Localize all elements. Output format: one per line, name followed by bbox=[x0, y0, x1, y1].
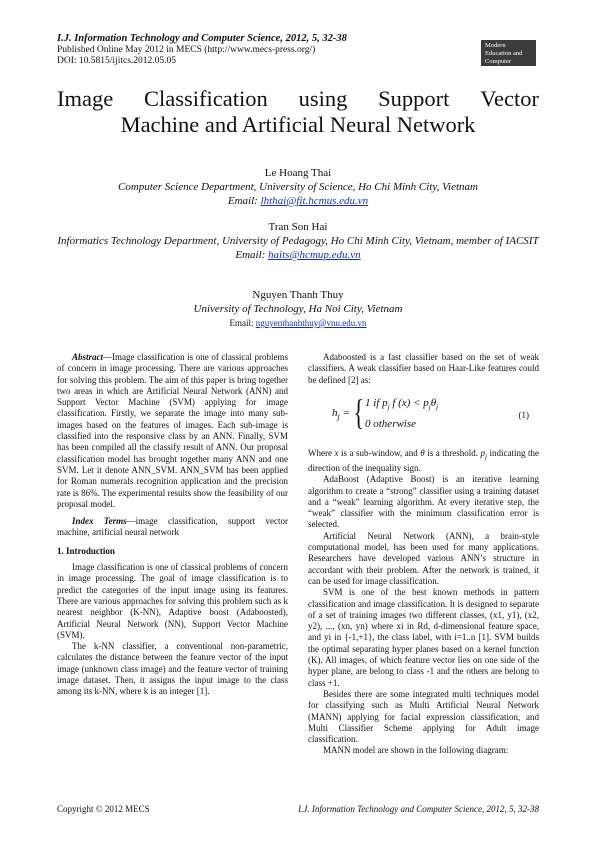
author-name: Le Hoang Thai bbox=[264, 167, 332, 179]
title-word: Classification bbox=[144, 86, 268, 111]
footer-copyright: Copyright © 2012 MECS bbox=[57, 804, 150, 814]
author-email-link[interactable]: haits@hcmup.edu.vn bbox=[268, 249, 361, 261]
ann-paragraph: Artificial Neural Network (ANN), a brain-style computational model, has been used for many applications. Researchers have developed various ANN’s structure in accordant with their problem. After the network is trained, it can be used for image classification. bbox=[308, 530, 539, 586]
paper-title bbox=[57, 86, 539, 138]
journal-line: I.J. Information Technology and Computer Science, 2012, 5, 32-38 bbox=[57, 33, 347, 44]
author-affiliation: University of Technology, Ha Noi City, Vietnam bbox=[193, 303, 403, 315]
abstract-label: Abstract bbox=[72, 352, 104, 362]
left-column bbox=[57, 352, 288, 698]
author-email-link[interactable]: nguyenthanhthuy@vnu.edu.vn bbox=[255, 318, 367, 328]
svm-paragraph: SVM is one of the best known methods in pattern classification and image classification. It is designed to separate of a set of training images two different classes, (x1, y1), (x2, y2), ..., (xn, yn) where xi in Rd, d-dimensional feature space, and yi in {-1,+1}, the class label, with i=1..n [1]. SVM builds the optimal separating hyper planes based on a kernel function (K). All images, of which feature vector lies on one side of the hyper plane, are belong to class -1 and the others are belong to class +1. bbox=[308, 587, 539, 688]
author-name: Nguyen Thanh Thuy bbox=[252, 289, 344, 301]
equation-brace: { bbox=[353, 391, 364, 432]
equation-number: (1) bbox=[518, 409, 529, 420]
author-block-3 bbox=[57, 288, 539, 330]
title-word: Image bbox=[57, 86, 114, 111]
index-terms-label: Index Terms bbox=[72, 516, 127, 527]
logo-press: PRESS bbox=[485, 74, 516, 84]
integrated-models-paragraph: Besides there are some integrated multi techniques model for classifying such as Multi Artificial Neural Network (MANN) applying for facial expression classification, and Multi Classifier Scheme applying for Adult image classification. bbox=[308, 688, 539, 745]
index-terms-text: —image classification, support vector machine, artificial neural network bbox=[57, 516, 288, 538]
logo-text: Modern Education and Computer Science bbox=[485, 42, 523, 73]
title-line-2: Machine and Artificial Neural Network bbox=[120, 112, 476, 137]
author-affiliation: Informatics Technology Department, University of Pedagogy, Ho Chi Minh City, Vietnam, member of IACSIT bbox=[57, 235, 539, 247]
journal-header bbox=[57, 33, 347, 68]
abstract bbox=[57, 352, 288, 510]
author-email-line bbox=[57, 194, 539, 208]
equation-case-1: 1 if $p_j$ f $(x) < p_j\theta_j$ bbox=[365, 396, 439, 412]
publisher-logo bbox=[481, 40, 536, 84]
author-email-link[interactable]: lhthai@fit.hcmus.edu.vn bbox=[260, 195, 369, 207]
published-line: Published Online May 2012 in MECS (http://www.mecs-press.org/) bbox=[57, 44, 316, 55]
author-affiliation: Computer Science Department, University of Science, Ho Chi Minh City, Vietnam bbox=[118, 181, 478, 193]
equation-1 bbox=[308, 392, 539, 442]
title-word: Support bbox=[378, 86, 450, 111]
author-block-1 bbox=[57, 166, 539, 208]
author-email-line bbox=[57, 316, 539, 330]
author-block-2 bbox=[57, 220, 539, 262]
adaboost-paragraph: Adaboosted is a fast classifier based on the set of weak classifiers. A weak classifier based on Haar-Like features could be defined [2] as: bbox=[308, 352, 539, 385]
doi-line: DOI: 10.5815/ijitcs.2012.05.05 bbox=[57, 56, 177, 66]
index-terms bbox=[57, 516, 288, 539]
title-line-1 bbox=[57, 86, 539, 112]
right-column bbox=[308, 352, 539, 757]
email-label: Email: bbox=[227, 195, 258, 207]
section-heading-introduction: 1. Introduction bbox=[57, 545, 115, 556]
title-word: using bbox=[298, 86, 348, 111]
email-label: Email: bbox=[235, 249, 266, 261]
email-label: Email: bbox=[229, 318, 254, 328]
mann-paragraph: MANN model are shown in the following diagram: bbox=[323, 745, 509, 756]
adaboost-description: AdaBoost (Adaptive Boost) is an iterative learning algorithm to create a “strong” classifier using a training dataset and a “weak” learning algorithm. At every iterative step, the “weak” classifier with the minimum classification error is selected. bbox=[308, 474, 539, 530]
footer-journal: I.J. Information Technology and Computer Science, 2012, 5, 32-38 bbox=[298, 804, 539, 814]
author-name: Tran Son Hai bbox=[268, 221, 328, 233]
where-paragraph: Where x is a sub-window, and θ is a threshold. $p_j$ indicating the direction of the inequality sign. bbox=[308, 447, 539, 473]
intro-paragraph-1: Image classification is one of classical problems of concern in image processing. The goal of image classification is to predict the categories of the input image using its features. There are various approaches for solving this problem such as k nearest neighbor (K-NN), Adaptive boost (Adaboosted), Artificial Neural Network (NN), Support Vector Machine (SVM). bbox=[57, 562, 288, 640]
equation-lhs: $h_j$ = bbox=[332, 406, 350, 422]
title-word: Vector bbox=[480, 86, 539, 111]
abstract-text: —Image classification is one of classical problems of concern in image processing. There are various approaches for solving this problem. The aim of this paper is bring together two areas in which are Artificial Neural Network (ANN) and Support Vector Machine (SVM) applying for image classification. Firstly, we separate the image into many sub-images based on the features of images. Each sub-image is classified into the responsive class by an ANN. Finally, SVM has been compiled all the classify result of ANN. Our proposal classification model has brought together many ANN and one SVM. Let it denote ANN_SVM. ANN_SVM has been applied for Roman numerals recognition application and the precision rate is 86%. The experimental results show the feasibility of our proposal model. bbox=[57, 352, 288, 509]
intro-paragraph-2: The k-NN classifier, a conventional non-parametric, calculates the distance between the feature vector of the input image (unknown class image) and the feature vector of training image dataset. Then, it assigns the input image to the class among its k-NN, where k is an integer [1]. bbox=[57, 641, 288, 697]
author-email-line bbox=[57, 248, 539, 262]
equation-case-2: 0 otherwise bbox=[365, 417, 417, 430]
